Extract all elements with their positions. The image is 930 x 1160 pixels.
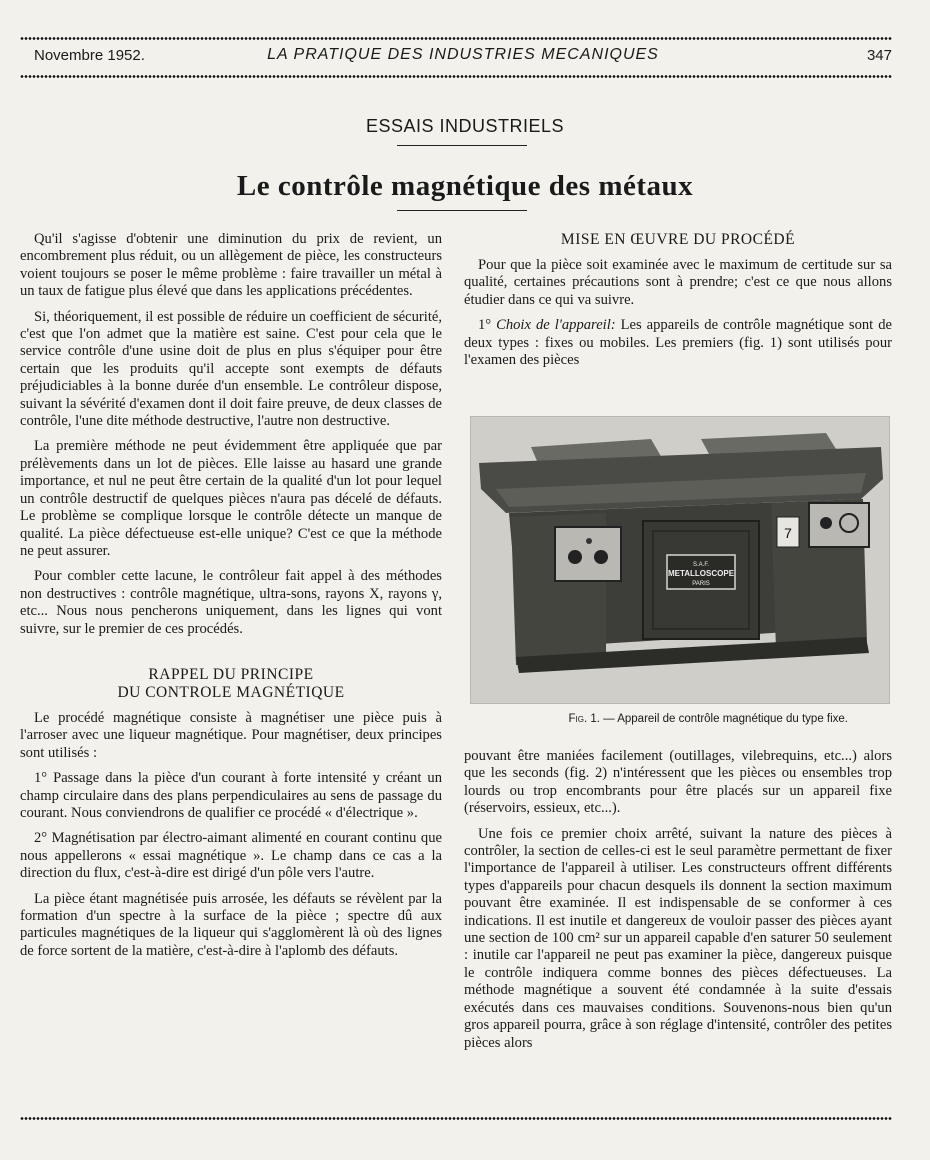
paragraph: 1° Passage dans la pièce d'un courant à forte intensité y créant un champ circulaire dans des plans perpendiculaires au sens de passage du courant. Nous conviendrons de qualifier ce procédé « d'électrique ». [20, 770, 442, 821]
article-title: Le contrôle magnétique des métaux [236, 170, 694, 202]
rubric-underline [397, 145, 527, 146]
section-heading: MISE EN ŒUVRE DU PROCÉDÉ [560, 231, 796, 248]
paragraph: Si, théoriquement, il est possible de réduire un coefficient de sécurité, c'est que l'on admet que la matière est saine. C'est pour cela que le service contrôle d'une usine doit de plus en plus s'équiper pour être certain que les produits qu'il accepte sont exempts de défauts préjudiciables à la bonne durée d'un ensemble. Le contrôleur dispose, suivant la sévérité d'examen dont il doit faire preuve, de deux classes de contrôle, l'une dite méthode destructive, l'autre non destructive. [20, 308, 442, 430]
paragraph: Une fois ce premier choix arrêté, suivant la nature des pièces à contrôler, la section de celles-ci est le seul paramètre permettant de fixer l'importance de l'appareil à utiliser. Les constructeurs offrent différents types d'appareils pour chacun desquels ils donnent la section maximum pouvant être examinée. Il est indispensable de se conformer à ces indications. Il est inutile et dangereux de vouloir passer des pièces ayant une section de 100 cm² sur un appareil capable d'en saturer 50 seulement : inutile car l'appareil ne peut pas examiner la pièce, dangereux puisque le contrôle indiquera comme bonnes des pièces défectueuses. La méthode magnétique a souvent été condamnée à la suite d'essais exécutés dans ces mauvaises conditions. Souvenons-nous bien qu'un gros appareil pourra, grâce à son réglage d'intensité, contrôler des petites pièces alors [464, 825, 892, 1051]
journal-title: LA PRATIQUE DES INDUSTRIES MECANIQUES [267, 46, 659, 63]
heading-line: DU CONTROLE MAGNÉTIQUE [117, 683, 345, 701]
paragraph: pouvant être maniées facilement (outillages, vilebrequins, etc...) alors que les seconds (fig. 2) n'intéressent que les pièces ou ensembles trop lourds ou trop encombrants pour être placés sur un appareil fixe (réservoirs, essieux, etc...). [464, 748, 892, 817]
heading-line: RAPPEL DU PRINCIPE [148, 665, 314, 683]
figure-photo [470, 416, 890, 704]
running-header [34, 44, 892, 68]
left-column [20, 231, 442, 968]
right-column-bottom [464, 748, 892, 1060]
paragraph: Le procédé magnétique consiste à magnétiser une pièce puis à l'arroser avec une liqueur magnétique. Pour magnétiser, deux principes sont utilisés : [20, 709, 442, 761]
item-heading: Choix de l'appareil: [496, 317, 616, 334]
figure-caption [464, 713, 892, 725]
paragraph: Pour que la pièce soit examinée avec le maximum de certitude sur sa qualité, certaines précautions sont à prendre; c'est ce que nous allons étudier dans ce qui va suivre. [464, 257, 892, 308]
page-number: 347 [866, 47, 892, 64]
header-dotted-rule [20, 74, 892, 79]
paragraph [464, 317, 892, 369]
plate-bottom: PARIS [692, 581, 710, 587]
title-underline [397, 210, 527, 211]
plate-top: S.A.F. [692, 562, 710, 568]
paragraph: Qu'il s'agisse d'obtenir une diminution du prix de revient, un encombrement plus réduit, ou un allègement de pièce, les constructeurs voient toujours se poser le même problème : faire travailler un métal à un taux de fatigue plus élevé que dans les applications précédentes. [20, 231, 442, 300]
dial-number: 7 [784, 525, 792, 541]
item-text: Les appareils de contrôle magnétique sont de deux types : fixes ou mobiles. Les premiers (fig. 1) sont utilisés pour l'examen des pièces [464, 317, 892, 369]
top-dotted-rule [20, 36, 892, 41]
plate-brand: METALLOSCOPE [667, 569, 735, 578]
item-number: 1° [478, 317, 497, 334]
paragraph: La pièce étant magnétisée puis arrosée, les défauts se révèlent par la formation d'un spectre à la surface de la pièce ; spectre dû aux particules magnétiques de la liqueur qui s'agglomèrent là où des lignes de force sortent de la matière, c'est-à-dire à l'aplomb des défauts. [20, 890, 442, 959]
paragraph: La première méthode ne peut évidemment être appliquée que par prélèvements dans un lot de pièces. Elle laisse au hasard une grande importance, et nul ne peut être certain de la qualité d'un lot pour lequel un contrôle destructif de quelques pièces n'aura pas décelé de défauts. Le problème se complique lorsque le contrôle détecte un manque de qualité. La pièce défectueuse est-elle unique? C'est ce que la méthode ne peut assurer. [20, 438, 442, 559]
section-heading [20, 666, 442, 702]
caption-label: Fig. 1. [568, 713, 600, 725]
section-rubric: ESSAIS INDUSTRIELS [365, 116, 565, 136]
bottom-dotted-rule [20, 1116, 892, 1121]
paragraph: Pour combler cette lacune, le contrôleur fait appel à des méthodes non destructives : contrôle magnétique, ultra-sons, rayons X, rayons γ, etc... Nous nous pencherons uniquement, dans les lignes qui vont suivre, sur le premier de ces procédés. [20, 568, 442, 637]
paragraph: 2° Magnétisation par électro-aimant alimenté en courant continu que nous appellerons « essai magnétique ». Le champ dans ce cas a la direction du flux, c'est-à-dire est dirigé d'un pôle vers l'autre. [20, 830, 442, 882]
caption-text: — Appareil de contrôle magnétique du type fixe. [599, 713, 848, 725]
issue-date: Novembre 1952. [34, 47, 145, 64]
right-column-top [464, 231, 892, 377]
magnetic-testing-machine-illustration [471, 417, 889, 703]
